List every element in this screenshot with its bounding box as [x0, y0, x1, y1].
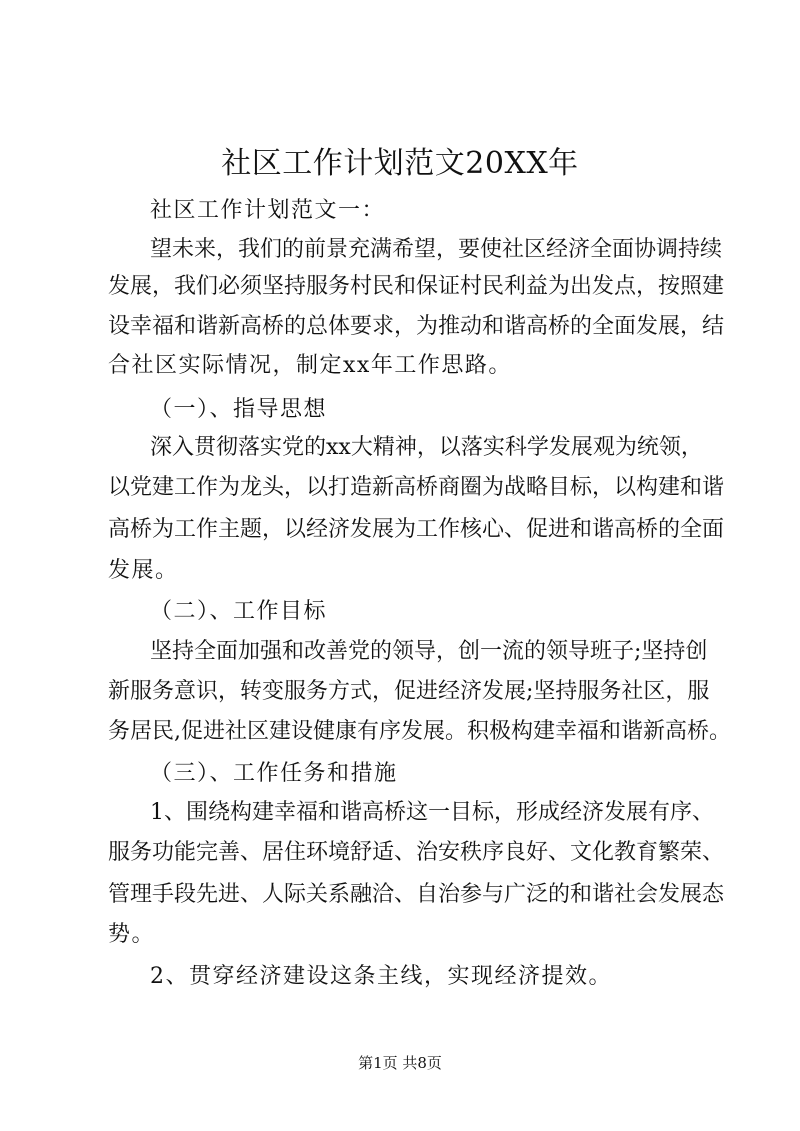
- subheading-work-tasks: （三）、工作任务和措施: [150, 761, 398, 786]
- paragraph-line: 管理手段先进、人际关系融洽、自治参与广泛的和谐社会发展态: [108, 882, 725, 907]
- paragraph-line: 合社区实际情况，制定xx年工作思路。: [108, 353, 512, 378]
- paragraph-line: 望未来，我们的前景充满希望，要使社区经济全面协调持续: [150, 237, 723, 262]
- paragraph-line: 务居民,促进社区建设健康有序发展。积极构建幸福和谐新高桥。: [108, 719, 731, 744]
- subheading-work-goals: （二）、工作目标: [150, 599, 328, 624]
- paragraph-line: 2、贯穿经济建设这条主线，实现经济提效。: [150, 964, 612, 989]
- paragraph-line: 新服务意识，转变服务方式，促进经济发展;坚持服务社区，服: [108, 679, 710, 704]
- document-title: 社区工作计划范文20XX年: [221, 146, 579, 181]
- paragraph-line: 设幸福和谐新高桥的总体要求，为推动和谐高桥的全面发展，结: [108, 314, 725, 339]
- page-number-footer: 第1页 共8页: [358, 1054, 442, 1072]
- paragraph-line: 发展。: [108, 558, 179, 583]
- subheading-guiding-thought: （一）、指导思想: [150, 397, 328, 422]
- paragraph-line: 服务功能完善、居住环境舒适、治安秩序良好、文化教育繁荣、: [108, 840, 725, 865]
- section-heading-plan-one: 社区工作计划范文一：: [150, 198, 386, 223]
- paragraph-line: 高桥为工作主题，以经济发展为工作核心、促进和谐高桥的全面: [108, 517, 725, 542]
- paragraph-line: 坚持全面加强和改善党的领导，创一流的领导班子;坚持创: [150, 639, 708, 664]
- paragraph-line: 以党建工作为龙头，以打造新高桥商圈为战略目标，以构建和谐: [108, 475, 725, 500]
- paragraph-line: 深入贯彻落实党的xx大精神，以落实科学发展观为统领，: [150, 435, 703, 460]
- paragraph-line: 发展，我们必须坚持服务村民和保证村民利益为出发点，按照建: [108, 274, 725, 299]
- paragraph-line: 势。: [108, 922, 156, 947]
- paragraph-line: 1、围绕构建幸福和谐高桥这一目标，形成经济发展有序、: [150, 800, 714, 825]
